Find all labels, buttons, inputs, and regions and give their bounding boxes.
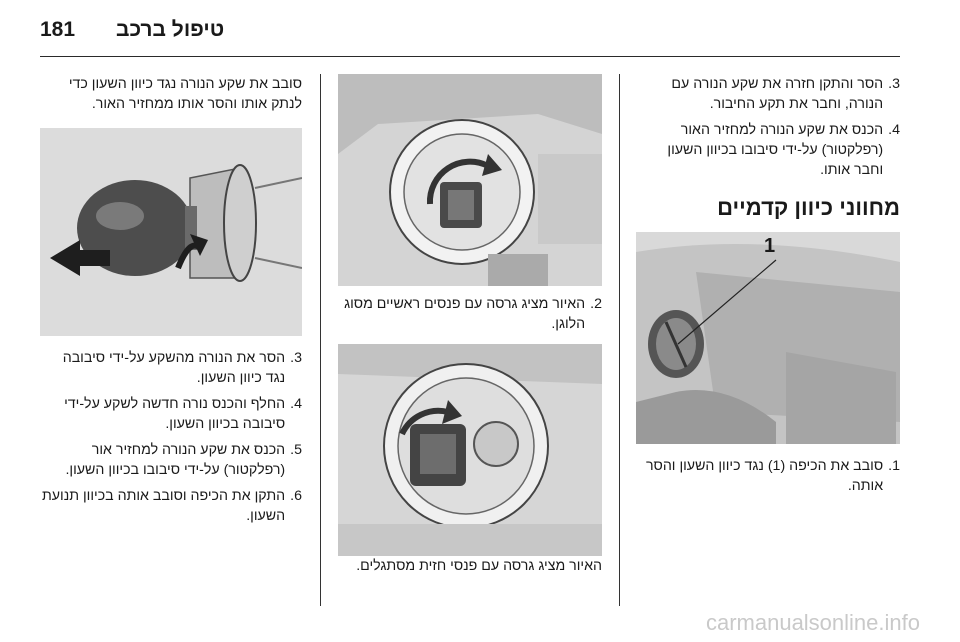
item-number: 1.: [888, 458, 900, 474]
list-item: [40, 486, 302, 526]
item-number: 2.: [590, 296, 602, 312]
item-text: הסר את הנורה מהשקע על-ידי סיבובה נגד כיוון השעון.: [62, 350, 286, 386]
column-divider-right: [619, 74, 620, 606]
intro-paragraph: סובב את שקע הנורה נגד כיוון השעון כדי לנתק אותו והסר אותו ממחזיר האור.: [68, 76, 302, 112]
item-number: 4.: [888, 122, 900, 138]
column-middle: [338, 74, 602, 576]
list-item: [636, 74, 900, 114]
front-indicator-illustration: [636, 232, 900, 444]
item-text: הכנס את שקע הנורה למחזיר אור (רפלקטור) על-ידי סיבובו בכיוון השעון.: [65, 442, 286, 478]
list-item: [40, 440, 302, 480]
column-divider-left: [320, 74, 321, 606]
figure-halogen-headlamp: [338, 74, 602, 286]
figure-adaptive-headlamp: [338, 344, 602, 556]
item-number: 3.: [888, 76, 900, 92]
bulb-removal-illustration: [40, 128, 302, 336]
header-rule: [40, 56, 900, 57]
item-text: התקן את הכיפה וסובב אותה בכיוון תנועת השעון.: [41, 488, 286, 524]
figure-front-indicator: [636, 232, 900, 444]
item-text: החלף והכנס נורה חדשה לשקע על-ידי סיבובה בכיוון השעון.: [64, 396, 286, 432]
caption-halogen: [338, 294, 602, 334]
item-text: סובב את הכיפה (1) נגד כיוון השעון והסר אותה.: [645, 458, 884, 494]
page-header: [40, 18, 900, 54]
subsection-heading: מחווני כיוון קדמיים: [717, 195, 900, 220]
halogen-headlamp-illustration: [338, 74, 602, 286]
caption-text: האיור מציג גרסה עם פנסים ראשיים מסוג הלוגן.: [344, 296, 586, 332]
caption-adaptive: האיור מציג גרסה עם פנסי חזית מסתגלים.: [356, 558, 602, 574]
adaptive-headlamp-illustration: [338, 344, 602, 556]
figure-callout: 1: [764, 235, 776, 257]
item-text: הסר והתקן חזרה את שקע הנורה עם הנורה, וחבר את תקע החיבור.: [671, 76, 884, 112]
watermark: carmanualsonline.info: [705, 610, 920, 635]
list-item: [40, 348, 302, 388]
section-title: טיפול ברכב: [116, 18, 225, 41]
list-item: [636, 456, 900, 496]
item-text: הכנס את שקע הנורה למחזיר האור (רפלקטור) על-ידי סיבובו בכיוון השעון וחבר אותו.: [667, 122, 884, 178]
column-left: [40, 74, 302, 532]
page-number: 181: [40, 18, 76, 41]
item-number: 4.: [290, 396, 302, 412]
item-number: 6.: [290, 488, 302, 504]
column-right: [636, 74, 900, 502]
item-number: 5.: [290, 442, 302, 458]
list-item: [636, 120, 900, 180]
figure-bulb-removal: [40, 128, 302, 336]
list-item: [40, 394, 302, 434]
item-number: 3.: [290, 350, 302, 366]
